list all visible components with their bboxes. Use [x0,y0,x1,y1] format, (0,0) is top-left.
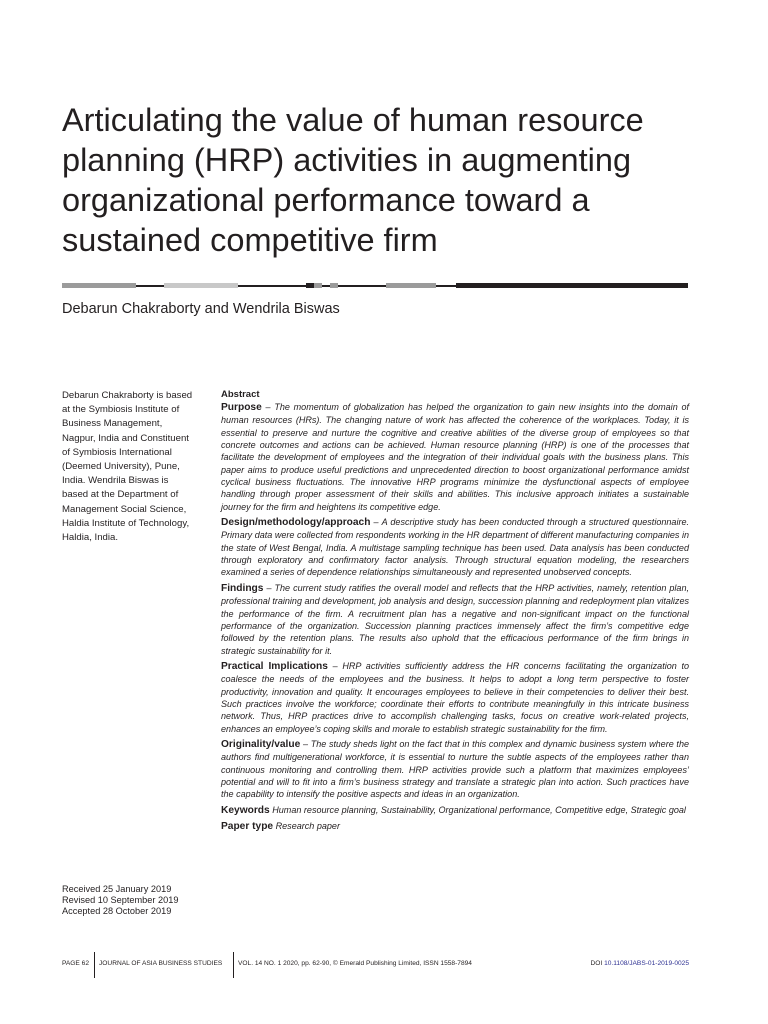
paper-type-text: Research paper [275,821,340,831]
abstract-design [221,516,689,579]
abstract-findings [221,582,689,657]
findings-label: Findings [221,582,264,594]
section-dash: – [332,660,338,671]
section-dash: – [302,738,308,749]
originality-text: The study sheds light on the fact that in this complex and dynamic business system where the authors find multigenerational workforce, it is essential to nurture the subtle aspects of the employees rather than continuous monitoring and controlling them. HRP activities provide such a platform that maximizes employees’ potential and will to fit into a firm’s business strategy and translate a strategic plan into action. Such practices have the capability to intensify the positive aspects and ideas in an organization. [221,738,690,800]
practical-text: HRP activities sufficiently address the HR concerns facilitating the organization to coalesce the needs of the employees and the business. It helps to adopt a long term perspective to foster productivity, innovation and quality. It encourages employees to believe in their competencies to deliver their best. Such practices involve the workforce; coordinate their efforts to contribute meaningfully in this intricate business network. Thus, HRP practices drive to accomplish challenging tasks, focus on creative work-related projects, enhances an employee’s coping skills and morale to establish strategic sustainability for the firm. [221,660,690,734]
originality-label: Originality/value [221,738,301,750]
rule-segment [136,285,164,287]
practical-label: Practical Implications [221,660,328,672]
article-title: Articulating the value of human resource planning (HRP) activities in augmenting organizational performance toward a sustained competitive firm [62,102,644,258]
rule-segment [330,283,338,288]
rule-segment [314,283,322,288]
keywords-label: Keywords [221,804,270,816]
section-dash: – [265,402,271,412]
purpose-text: The momentum of globalization has helped the organization to gain new insights into the domain of human resources (HRs). The changing nature of work has affected the coherence of the workplaces. Today, it is essential to preserve and nurture the cognitive and creative abilities of the diverse group of employees so that concrete outcomes and actions can be achieved. Human resource planning (HRP) is one of the processes that facilitate the development of employees and the integration of their individual goals with the business plans. This paper aims to produce useful predictions and unprecedented direction to boost organizational performance amidst cyclical business fluctuations. The innovative HRP programs minimize the dysfunctional aspects of employee handling through proper assessment of their skills and abilities. This inclusive approach initiates a sustainable journey for the firm and heightens its competitive edge. [221,402,690,512]
page-number: PAGE 62 [62,960,89,967]
rule-segment [164,283,238,288]
rule-segment [238,285,306,287]
received-date: Received 25 January 2019 [62,884,172,894]
paper-type-label: Paper type [221,821,274,832]
section-dash: – [373,517,379,528]
section-dash: – [266,582,272,593]
abstract-originality [221,738,689,801]
manuscript-dates [62,884,212,918]
abstract-paper-type [221,820,689,833]
doi-label: DOI [590,960,603,967]
design-label: Design/methodology/approach [221,517,371,529]
decorative-title-rule [62,283,688,289]
abstract-purpose [221,401,689,513]
abstract-practical-implications [221,660,689,735]
rule-segment [436,285,456,287]
footer-divider [233,952,234,978]
design-text: A descriptive study has been conducted through a structured questionnaire. Primary data were collected from respondents working in the HR department of different manufacturing companies in the state of West Bengal, India. A multistage sampling technique has been used. Data analysis has been conducted through exploratory and confirmatory factor analysis. Through structural equation modeling, the researchers examined a series of dependence relationships simultaneously and represented unobserved concepts. [221,517,690,578]
keywords-text: Human resource planning, Sustainability, Organizational performance, Competitive edge, Strategic goal [272,804,686,815]
findings-text: The current study ratifies the overall model and reflects that the HRP activities, namely, retention plan, professional training and development, job analysis and design, succession planning and redeployment plan vitalizes the performance of the firm. A recruitment plan has a negative and non-significant impact on the functional performance of the organization. Succession planning practices immensely affect the firm’s competitive edge followed by the retention plans. The results also uphold that the efficacious performance of the firm brings in strategic sustainability for it. [221,582,690,656]
author-line: Debarun Chakraborty and Wendrila Biswas [62,301,340,317]
abstract-block [221,389,689,836]
rule-segment [306,283,314,288]
journal-name: JOURNAL OF ASIA BUSINESS STUDIES [99,960,223,967]
purpose-label: Purpose [221,402,262,413]
doi-link[interactable]: 10.1108/JABS-01-2019-0025 [604,960,689,967]
rule-segment [322,285,330,287]
revised-date: Revised 10 September 2019 [62,895,179,906]
doi [590,960,689,967]
footer-divider [94,952,95,978]
accepted-date: Accepted 28 October 2019 [62,906,172,917]
rule-segment [456,283,688,288]
rule-segment [386,283,436,288]
author-affiliation: Debarun Chakraborty is based at the Symbiosis Institute of Business Management, Nagpur, India and Constituent of Symbiosis International (Deemed University), Pune, India. Wendrila Biswas is based at the Department of Management Social Science, Haldia Institute of Technology, Haldia, India. [62,390,193,544]
rule-segment [62,283,136,288]
volume-info: VOL. 14 NO. 1 2020, pp. 62-90, © Emerald Publishing Limited, ISSN 1558-7894 [238,960,472,967]
abstract-keywords [221,804,689,817]
page-footer [62,952,689,978]
rule-segment [338,285,386,287]
abstract-heading: Abstract [221,389,260,400]
